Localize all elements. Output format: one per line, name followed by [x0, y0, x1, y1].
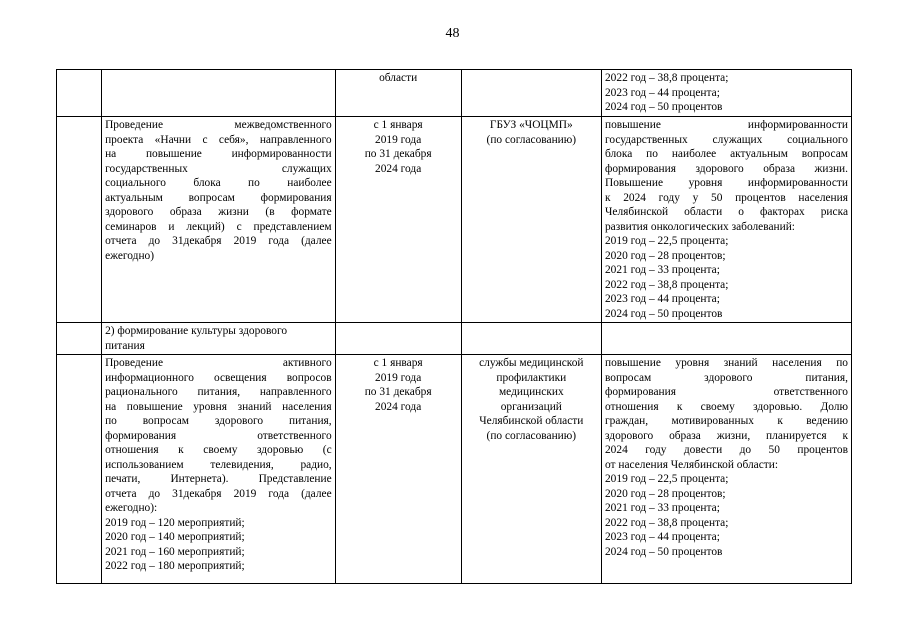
- cell-term: [335, 355, 461, 584]
- cell-number: [57, 323, 102, 355]
- cell-activity: [102, 70, 336, 117]
- activity-line: 2020 год – 140 мероприятий;: [105, 531, 245, 543]
- result-line: 2023 год – 44 процента;: [604, 86, 720, 99]
- activity-line: Проведение межведомственного: [105, 119, 332, 131]
- cell-result: [601, 117, 851, 323]
- measures-table: [56, 69, 852, 584]
- executor-line: Челябинской области: [479, 415, 584, 427]
- term-line: с 1 января: [373, 357, 423, 369]
- result-line: к 2024 году у 50 процентов населения: [604, 191, 848, 204]
- activity-line: использованием телевидения, радио,: [105, 458, 332, 471]
- result-line: 2024 год – 50 процентов: [604, 307, 723, 320]
- result-line: Повышение уровня информированности: [604, 177, 848, 189]
- activity-line: 2021 год – 160 мероприятий;: [105, 545, 245, 558]
- result-line: 2023 год – 44 процента;: [604, 293, 720, 305]
- activity-line: 2019 год – 120 мероприятий;: [105, 516, 245, 529]
- activity-line: на повышение уровня знаний населения: [105, 400, 332, 413]
- term-line: 2024 года: [375, 162, 422, 175]
- cell-result: [601, 323, 851, 355]
- activity-line: отчета до 31декабря 2019 года (далее: [105, 487, 332, 500]
- result-line: государственных служащих социального: [604, 133, 848, 146]
- activity-line: 2022 год – 180 мероприятий;: [105, 560, 245, 572]
- activity-line: семинаров и лекций) с представлением: [105, 220, 332, 233]
- result-line: 2020 год – 28 процентов;: [604, 487, 726, 500]
- result-line: 2020 год – 28 процентов;: [604, 249, 726, 262]
- result-line: вопросам здорового питания,: [604, 371, 848, 384]
- activity-line: здорового образа жизни (в формате: [105, 206, 332, 218]
- table-row-section-heading: [57, 323, 852, 355]
- result-line: 2021 год – 33 процента;: [604, 502, 720, 514]
- result-line: развития онкологических заболеваний:: [604, 220, 795, 233]
- table-row-healthy-nutrition: [57, 355, 852, 584]
- cell-term: [335, 323, 461, 355]
- cell-executor: [461, 355, 601, 584]
- activity-line: ежегодно): [105, 249, 155, 262]
- activity-line: ежегодно):: [105, 502, 158, 514]
- executor-line: (по согласованию): [486, 133, 577, 146]
- table-row-continued: [57, 70, 852, 117]
- result-line: граждан, мотивированных к ведению: [604, 415, 848, 427]
- result-line: отношения к своему здоровью. Долю: [604, 400, 848, 413]
- activity-line: по вопросам здорового питания,: [105, 415, 332, 427]
- term-line: по 31 декабря: [364, 148, 432, 160]
- activity-line: проекта «Начни с себя», направленного: [105, 133, 332, 146]
- executor-line: службы медицинской: [479, 357, 584, 369]
- result-line: 2021 год – 33 процента;: [604, 264, 720, 276]
- term-line: 2019 года: [375, 133, 422, 146]
- result-line: 2022 год – 38,8 процента;: [604, 72, 729, 84]
- result-line: 2019 год – 22,5 процента;: [604, 473, 729, 485]
- result-line: 2022 год – 38,8 процента;: [604, 516, 729, 529]
- result-line: повышение информированности: [604, 119, 848, 131]
- activity-line: актуальным вопросам формирования: [105, 191, 332, 204]
- result-line: 2024 год – 50 процентов: [604, 101, 723, 113]
- cell-executor: [461, 70, 601, 117]
- cell-result: [601, 70, 851, 117]
- result-line: повышение уровня знаний населения по: [604, 357, 848, 369]
- cell-activity: [102, 117, 336, 323]
- result-line: 2024 году довести до 50 процентов: [604, 444, 848, 456]
- result-line: 2023 год – 44 процента;: [604, 531, 720, 543]
- cell-executor: [461, 323, 601, 355]
- cell-number: [57, 117, 102, 323]
- term-line: 2019 года: [375, 371, 422, 384]
- activity-line: печати, Интернета). Представление: [105, 473, 332, 485]
- cell-number: [57, 355, 102, 584]
- cell-term: [335, 117, 461, 323]
- activity-line: рационального питания, направленного: [105, 386, 332, 398]
- activity-line: Проведение активного: [105, 357, 332, 369]
- activity-line: на повышение информированности: [105, 148, 332, 160]
- term-line: с 1 января: [373, 119, 423, 131]
- result-line: формирования здорового образа жизни.: [604, 162, 848, 175]
- executor-line: организаций: [500, 400, 562, 413]
- activity-line: отчета до 31декабря 2019 года (далее: [105, 235, 332, 247]
- cell-activity: [102, 355, 336, 584]
- activity-line: информационного освещения вопросов: [105, 371, 332, 384]
- table-row-project-start-with-yourself: [57, 117, 852, 323]
- result-line: блока по наиболее актуальным вопросам: [604, 148, 848, 160]
- executor-line: профилактики: [496, 371, 567, 384]
- cell-executor: [461, 117, 601, 323]
- page-number: 48: [445, 26, 460, 41]
- cell-number: [57, 70, 102, 117]
- cell-term: области: [335, 70, 461, 117]
- result-line: 2022 год – 38,8 процента;: [604, 278, 729, 291]
- cell-result: [601, 355, 851, 584]
- activity-line: отношения к своему здоровью (с: [105, 444, 332, 456]
- result-line: 2019 год – 22,5 процента;: [604, 235, 729, 247]
- executor-line: (по согласованию): [486, 429, 577, 442]
- executor-line: медицинских: [498, 386, 564, 398]
- result-line: 2024 год – 50 процентов: [604, 545, 723, 558]
- result-line: здорового образа жизни, планируется к: [604, 429, 848, 442]
- result-line: Челябинской области о факторах риска: [604, 206, 848, 218]
- activity-line: государственных служащих: [105, 162, 332, 175]
- section-title-line: 2) формирование культуры здорового: [105, 325, 288, 337]
- section-title-line: питания: [105, 339, 145, 352]
- activity-line: формирования ответственного: [105, 429, 332, 442]
- activity-line: социального блока по наиболее: [105, 177, 332, 189]
- term-line: по 31 декабря: [364, 386, 432, 398]
- term-line: 2024 года: [375, 400, 422, 413]
- section-title: [102, 323, 336, 355]
- executor-line: ГБУЗ «ЧОЦМП»: [489, 119, 573, 131]
- result-line: формирования ответственного: [604, 386, 848, 398]
- result-line: от населения Челябинской области:: [604, 458, 779, 471]
